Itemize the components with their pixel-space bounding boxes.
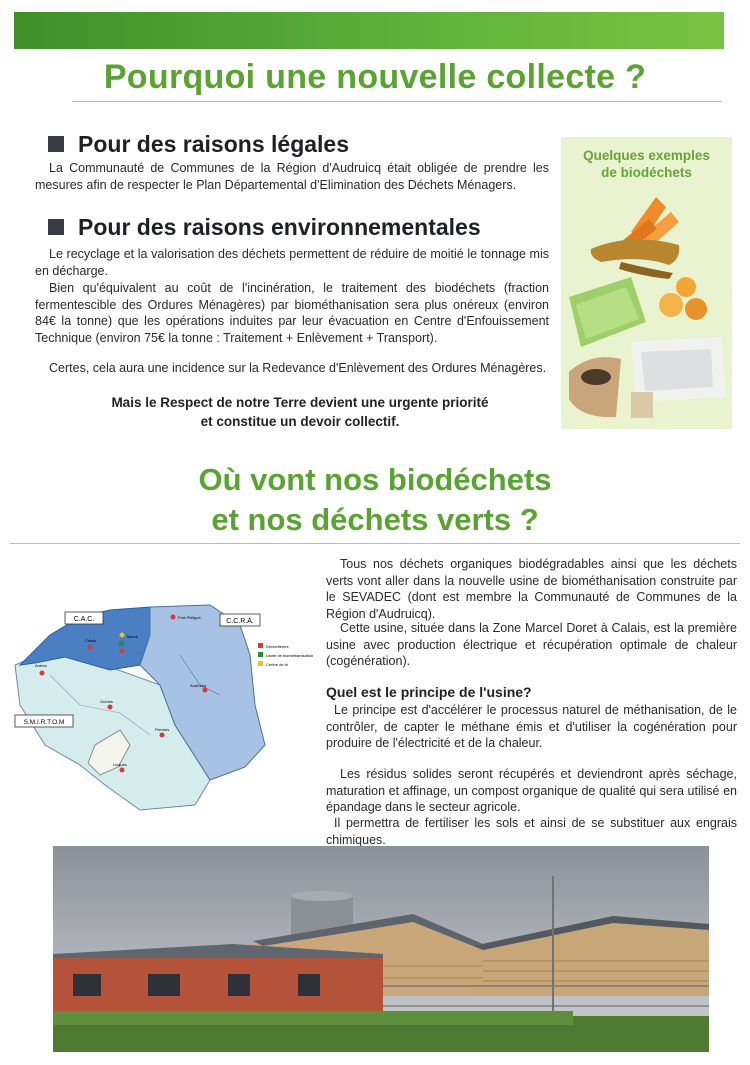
svg-text:Fort-Philippe: Fort-Philippe bbox=[178, 615, 201, 620]
header-green-bar bbox=[14, 12, 724, 49]
emphasis-line-2: et constitue un devoir collectif. bbox=[200, 414, 400, 429]
paragraph-env-1: Le recyclage et la valorisation des déchets permettent de réduire de moitié le tonnage mis en décharge. bbox=[35, 247, 549, 278]
square-bullet-icon bbox=[48, 136, 64, 152]
svg-text:Calais: Calais bbox=[85, 638, 97, 643]
paragraph-legal: La Communauté de Communes de la Région d'Audruicq était obligée de prendre les mesures afin de respecter le Plan Départemental d'Elimination des Déchets Ménagers. bbox=[35, 161, 549, 192]
square-bullet-icon bbox=[48, 219, 64, 235]
paragraph-sec2-5: Il permettra de fertiliser les sols et ainsi de se substituer aux engrais chimiques. bbox=[326, 816, 737, 847]
plant-photo bbox=[53, 846, 709, 1052]
paragraph-sec2-4: Les résidus solides seront récupérés et deviendront après séchage, maturation et affinage, un compost organique de qualité qui sera utilisé en épandage dans le secteur agricole. bbox=[326, 767, 737, 814]
svg-text:Guînes: Guînes bbox=[100, 699, 113, 704]
svg-text:Licques: Licques bbox=[113, 762, 127, 767]
page-title: Pourquoi une nouvelle collecte ? bbox=[103, 58, 647, 96]
biowaste-examples-box bbox=[561, 137, 732, 429]
heading-legal: Pour des raisons légales bbox=[48, 131, 349, 158]
biowaste-illustration bbox=[561, 137, 732, 429]
emphasis-line-1: Mais le Respect de notre Terre devient une urgente priorité bbox=[111, 395, 489, 410]
paragraph-env-2: Bien qu'équivalent au coût de l'incinération, le traitement des biodéchets (fraction fermentescible des Ordures Ménagères) par biométhanisation sera plus onéreux (environ 84€ la tonne) que les opérations induites par leur évacuation en Centre d'Enfouissement Technique (environ 75€ la tonne : Traitement + Enlèvement + Transport). bbox=[35, 281, 549, 345]
heading-environmental: Pour des raisons environnementales bbox=[48, 214, 481, 241]
paragraph-sec2-2: Cette usine, située dans la Zone Marcel Doret à Calais, est la première usine avec production électrique et récupération optimale de chaleur (cogénération). bbox=[326, 621, 737, 668]
paragraph-sec2-1: Tous nos déchets organiques biodégradables ainsi que les déchets verts vont aller dans la nouvelle usine de biométhanisation construite par le SEVADEC (dont est membre la Communauté de Communes de la Région d'Audruicq). bbox=[326, 557, 737, 621]
svg-text:Fiennes: Fiennes bbox=[155, 727, 170, 732]
svg-text:Audruicq: Audruicq bbox=[190, 683, 206, 688]
title-divider bbox=[72, 101, 722, 102]
section2-title: Où vont nos biodéchets et nos déchets verts ? bbox=[198, 462, 552, 537]
subheading-principle: Quel est le principe de l'usine? bbox=[326, 684, 532, 700]
section2-divider bbox=[10, 543, 740, 544]
paragraph-sec2-3: Le principe est d'accélérer le processus naturel de méthanisation, de le contrôler, de capter le méthane émis et d'utiliser la cogénération pour produire de l'électricité et de la chaleur. bbox=[326, 703, 737, 750]
svg-text:C.C.R.A.: C.C.R.A. bbox=[226, 618, 254, 625]
biowaste-box-title: Quelques exemples de biodéchets bbox=[583, 148, 710, 180]
svg-text:Usine de biométhanisation: Usine de biométhanisation bbox=[266, 653, 314, 658]
svg-text:C.A.C.: C.A.C. bbox=[73, 616, 95, 623]
svg-text:Déchetteries: Déchetteries bbox=[266, 644, 289, 649]
territory-map bbox=[10, 595, 315, 825]
svg-text:S.M.I.R.T.O.M: S.M.I.R.T.O.M bbox=[23, 719, 65, 726]
svg-text:Ardres: Ardres bbox=[35, 663, 47, 668]
svg-text:Centre de tri: Centre de tri bbox=[266, 662, 289, 667]
paragraph-env-3: Certes, cela aura une incidence sur la Redevance d'Enlèvement des Ordures Ménagères. bbox=[49, 361, 547, 375]
svg-text:Marck: Marck bbox=[127, 634, 138, 639]
